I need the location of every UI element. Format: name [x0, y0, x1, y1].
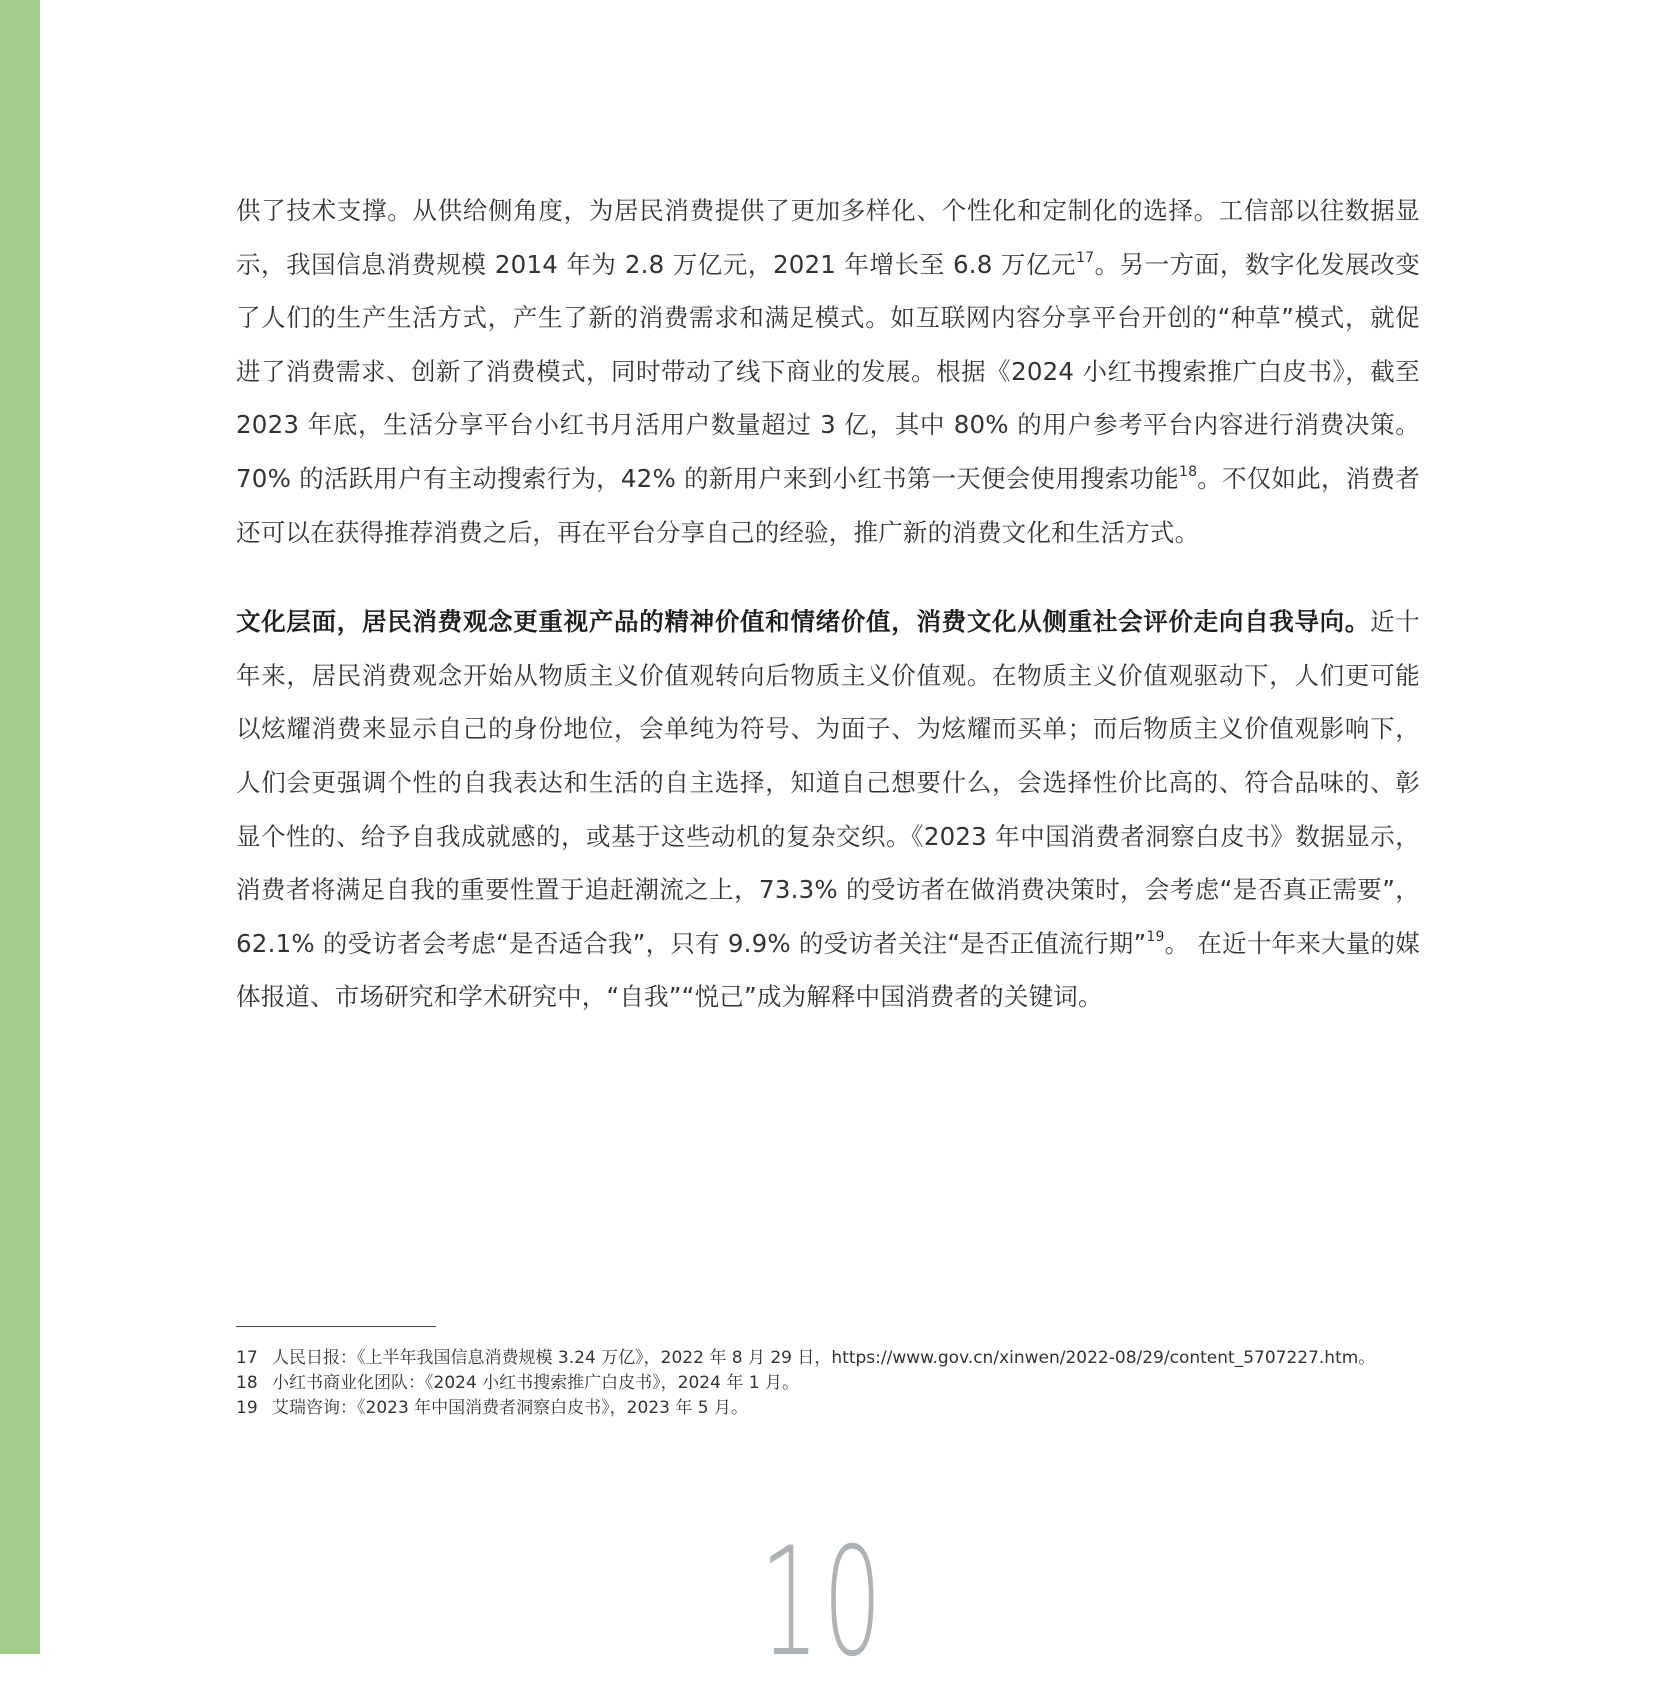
- footnote-ref-18[interactable]: 18: [1179, 463, 1198, 480]
- main-content: [236, 184, 1420, 1024]
- bold-lead-sentence: 文化层面，居民消费观念更重视产品的精神价值和情绪价值，消费文化从侧重社会评价走向自我导向。: [236, 607, 1371, 637]
- footnote-17: [236, 1346, 1436, 1371]
- footnote-number: 17: [236, 1348, 258, 1368]
- footnote-18: [236, 1371, 1436, 1396]
- paragraph-text: 。 在近十年来大量的媒体报道、市场研究和学术研究中，“自我”“悦己”成为解释中国消费者的关键词。: [236, 928, 1420, 1012]
- paragraph-text: 供了技术支撑。从供给侧角度，为居民消费提供了更加多样化、个性化和定制化的选择。工信部以往数据显示，我国信息消费规模 2014 年为 2.8 万亿元，2021 年增长至 6.8 万亿元: [236, 196, 1420, 279]
- green-side-bar: [0, 0, 40, 1654]
- footnote-text: 人民日报：《上半年我国信息消费规模 3.24 万亿》，2022 年 8 月 29 日，https://www.gov.cn/xinwen/2022-08/29/content_5707227.htm。: [272, 1348, 1376, 1368]
- footnote-19: [236, 1396, 1436, 1421]
- paragraph-supply-side: [236, 184, 1420, 559]
- page-number: 10: [760, 1516, 886, 1690]
- paragraph-text: 近十年来，居民消费观念开始从物质主义价值观转向后物质主义价值观。在物质主义价值观驱动下，人们更可能以炫耀消费来显示自己的身份地位，会单纯为符号、为面子、为炫耀而买单；而后物质主义价值观影响下，人们会更强调个性的自我表达和生活的自主选择，知道自己想要什么，会选择性价比高的、符合品味的、彰显个性的、给予自我成就感的，或基于这些动机的复杂交织。《2023 年中国消费者洞察白皮书》数据显示，消费者将满足自我的重要性置于追赶潮流之上，73.3% 的受访者在做消费决策时，会考虑“是否真正需要”，62.1% 的受访者会考虑“是否适合我”，只有 9.9% 的受访者关注“是否正值流行期”: [236, 607, 1420, 958]
- paragraph-culture-level: [236, 595, 1420, 1024]
- footnote-ref-17[interactable]: 17: [1076, 249, 1095, 266]
- footnote-text: 艾瑞咨询：《2023 年中国消费者洞察白皮书》，2023 年 5 月。: [272, 1398, 748, 1418]
- footnote-text: 小红书商业化团队：《2024 小红书搜索推广白皮书》，2024 年 1 月。: [272, 1373, 799, 1393]
- footnote-number: 18: [236, 1373, 258, 1393]
- footnote-number: 19: [236, 1398, 258, 1418]
- paragraph-text: 。不仅如此，消费者还可以在获得推荐消费之后，再在平台分享自己的经验，推广新的消费文化和生活方式。: [236, 463, 1420, 547]
- footnotes: [236, 1346, 1436, 1421]
- paragraph-text: 。另一方面，数字化发展改变了人们的生产生活方式，产生了新的消费需求和满足模式。如互联网内容分享平台开创的“种草”模式，就促进了消费需求、创新了消费模式，同时带动了线下商业的发展。根据《2024 小红书搜索推广白皮书》，截至 2023 年底，生活分享平台小红书月活用户数量超过 3 亿，其中 80% 的用户参考平台内容进行消费决策。70% 的活跃用户有主动搜索行为，42% 的新用户来到小红书第一天便会使用搜索功能: [236, 249, 1420, 493]
- footnote-ref-19[interactable]: 19: [1146, 928, 1165, 945]
- footnote-divider: [236, 1326, 436, 1327]
